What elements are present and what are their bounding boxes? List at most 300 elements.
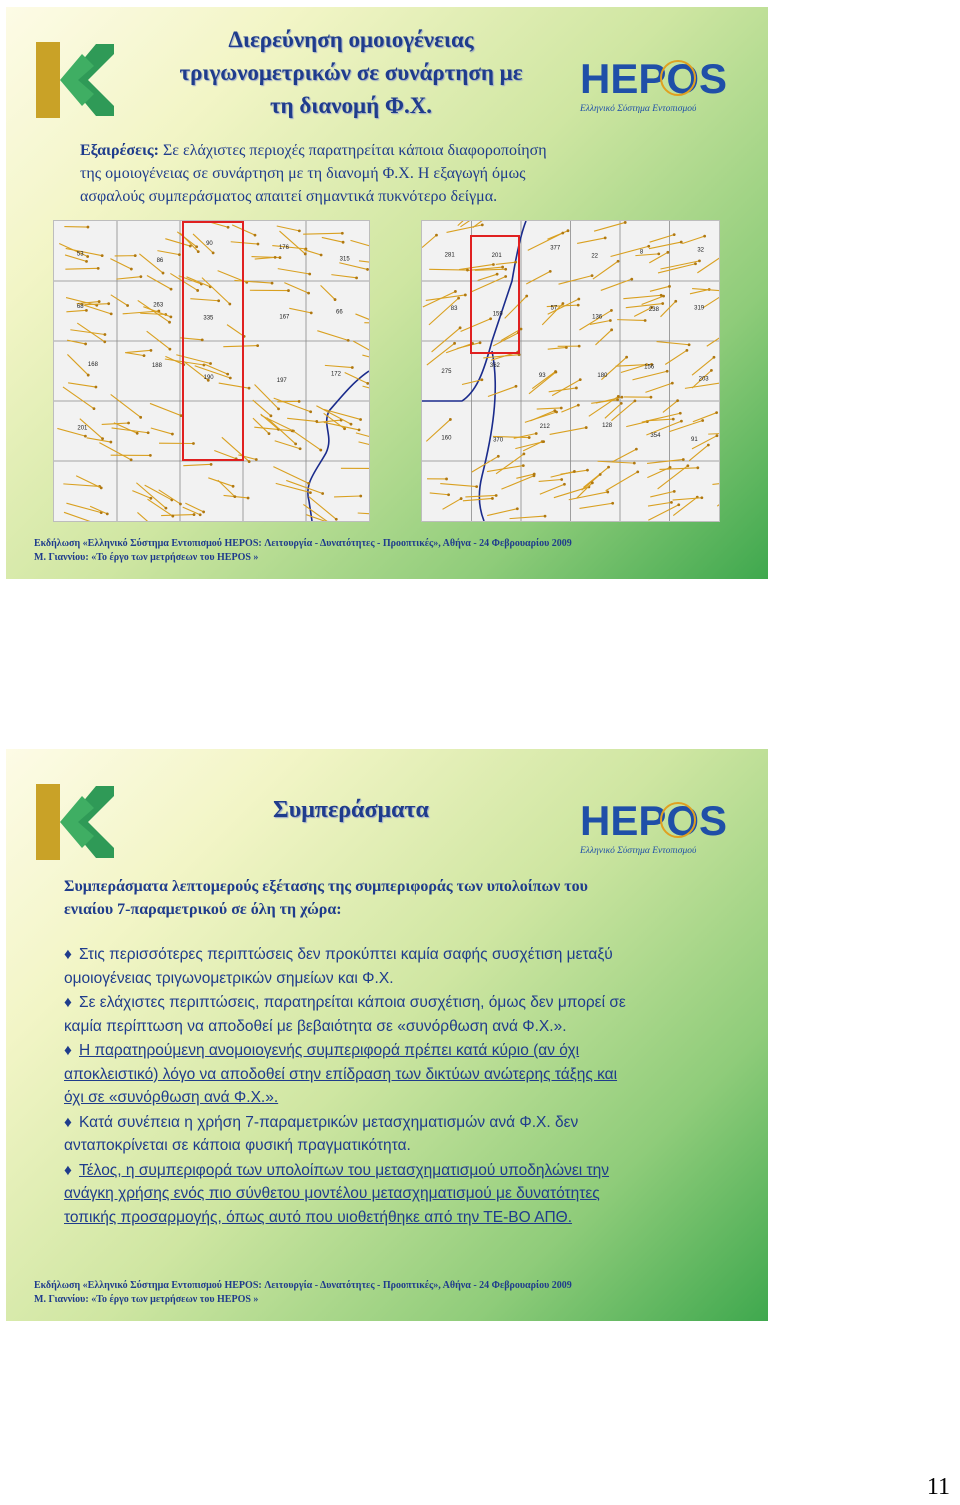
residual-point — [343, 427, 346, 430]
residual-vector — [496, 262, 516, 264]
page-number: 11 — [926, 1474, 950, 1500]
residual-point — [195, 245, 198, 248]
residual-point — [229, 377, 232, 380]
residual-point — [715, 411, 718, 414]
residual-point — [149, 497, 152, 500]
residual-point — [248, 387, 251, 390]
point-label: 91 — [691, 436, 698, 443]
residual-vector — [161, 515, 194, 516]
residual-point — [609, 319, 612, 322]
residual-point — [713, 356, 716, 359]
intro-line: ασφαλούς συμπεράσματος απαιτεί σημαντικά πυκνότερο δείγμα. — [80, 188, 498, 205]
residual-point — [87, 226, 90, 229]
residual-point — [274, 256, 277, 259]
residual-vector — [612, 449, 636, 462]
residual-point — [535, 432, 538, 435]
residual-point — [464, 294, 467, 297]
residual-vector — [617, 320, 645, 321]
residual-map-left — [53, 220, 370, 522]
residual-point — [270, 414, 273, 417]
conclusion-line: ♦ Σε ελάχιστες περιπτώσεις, παρατηρείται κάποια συσχέτιση, όμως δεν μπορεί σε — [64, 991, 704, 1015]
residual-point — [460, 497, 463, 500]
residual-point — [255, 458, 258, 461]
residual-vector — [150, 403, 181, 415]
conclusion-line: ανάγκη χρήσης ενός πιο σύνθετου μοντέλου μετασχηματισμού με δυνατότητες — [64, 1185, 600, 1202]
slide-2 — [6, 749, 768, 1321]
residual-vector — [176, 355, 210, 364]
residual-point — [565, 346, 568, 349]
residual-point — [662, 295, 665, 298]
residual-point — [591, 274, 594, 277]
point-label: 66 — [336, 309, 343, 316]
residual-vector — [356, 433, 370, 442]
residual-point — [688, 343, 691, 346]
residual-point — [107, 302, 110, 305]
residual-vector — [650, 286, 670, 291]
residual-point — [673, 233, 676, 236]
residual-point — [101, 437, 104, 440]
point-label: 201 — [491, 253, 502, 260]
residual-point — [85, 309, 88, 312]
residual-point — [309, 410, 312, 413]
point-label: 32 — [697, 247, 705, 254]
residual-point — [201, 338, 204, 341]
residual-vector — [353, 341, 370, 353]
residual-vector — [126, 350, 151, 352]
residual-vector — [238, 455, 256, 460]
residual-vector — [549, 388, 577, 392]
conclusion-line: τοπικής προσαρμογής, όπως αυτό που υιοθετήθηκε από την ΤΕ-ΒΟ ΑΠΘ. — [64, 1208, 573, 1226]
residual-vector — [717, 482, 720, 506]
residual-point — [591, 481, 594, 484]
residual-point — [366, 382, 369, 385]
residual-vector — [463, 498, 493, 500]
residual-vector — [623, 295, 661, 298]
conclusion-line: ανταποκρίνεται σε κάποια φυσική πραγματικότητα. — [64, 1137, 411, 1154]
residual-point — [625, 356, 628, 359]
residual-point — [287, 289, 290, 292]
conclusion-line: καμία περίπτωση να αποδοθεί με βεβαιότητα σε «συνόρθωση ανά Φ.Χ.». — [64, 1017, 567, 1035]
residual-point — [197, 250, 200, 253]
residual-vector — [289, 308, 311, 313]
residual-point — [514, 261, 517, 264]
residual-point — [560, 407, 563, 410]
residual-vector — [63, 387, 94, 409]
diamond-bullet-icon: ♦ — [64, 994, 72, 1011]
residual-vector — [261, 414, 279, 429]
title-line: τη διανομή Φ.Χ. — [269, 93, 433, 118]
residual-point — [676, 399, 679, 402]
residual-vector — [359, 261, 370, 266]
slide-1-title — [136, 23, 566, 122]
residual-vector — [183, 507, 200, 515]
residual-vector — [322, 237, 343, 242]
residual-vector — [324, 422, 359, 430]
residual-vector — [496, 454, 524, 474]
heros-logo-icon — [578, 51, 748, 115]
residual-vector — [165, 356, 183, 364]
point-label: 172 — [330, 371, 341, 378]
residual-vector — [648, 505, 678, 520]
residual-vector — [116, 277, 141, 279]
residual-point — [563, 483, 566, 486]
residual-point — [515, 385, 518, 388]
point-label: 90 — [206, 241, 213, 248]
residual-point — [257, 243, 260, 246]
conclusion-line: ♦ Κατά συνέπεια η χρήση 7-παραμετρικών μετασχηματισμών ανά Φ.Χ. δεν — [64, 1111, 704, 1135]
conclusion-item — [64, 1039, 704, 1110]
point-label: 362 — [489, 362, 500, 369]
residual-point — [617, 260, 620, 263]
residual-point — [335, 518, 338, 521]
residual-point — [149, 454, 152, 457]
residual-vector — [493, 333, 518, 346]
residual-point — [196, 289, 199, 292]
residual-vector — [147, 276, 171, 290]
footer-event: Εκδήλωση «Ελληνικό Σύστημα Εντοπισμού HEPOS: Λειτουργία - Δυνατότητες - Προοπτικές», Αθήνα - 24 Φεβρουαρίου 2009 — [34, 1280, 572, 1291]
residual-point — [350, 423, 353, 426]
residual-vector — [321, 285, 335, 299]
residual-point — [578, 345, 581, 348]
residual-point — [308, 273, 311, 276]
residual-point — [248, 460, 251, 463]
residual-vector — [650, 235, 675, 243]
residual-point — [666, 251, 669, 254]
residual-vector — [478, 274, 498, 280]
residual-point — [544, 515, 547, 518]
residual-vector — [561, 405, 578, 412]
residual-vector — [657, 342, 690, 345]
residual-point — [624, 221, 627, 224]
residual-point — [309, 491, 312, 494]
residual-point — [668, 285, 671, 288]
residual-point — [147, 431, 150, 434]
residual-point — [227, 226, 230, 229]
residual-point — [209, 362, 212, 365]
residual-point — [585, 426, 588, 429]
point-label: 160 — [441, 435, 452, 442]
residual-vector — [693, 413, 717, 422]
residual-point — [661, 302, 664, 305]
residual-vector — [317, 331, 348, 341]
diamond-bullet-icon: ♦ — [64, 946, 72, 963]
residual-vector — [487, 509, 517, 516]
residual-point — [466, 269, 469, 272]
intro-line: ενιαίου 7-παραμετρικού σε όλη τη χώρα: — [64, 901, 342, 918]
residual-vector — [525, 412, 557, 422]
residual-vector — [446, 343, 472, 352]
residual-vector — [125, 353, 144, 356]
point-label: 176 — [278, 245, 289, 252]
residual-vector — [278, 269, 310, 274]
residual-vector — [111, 295, 128, 306]
residual-vector — [334, 496, 361, 497]
residual-vector — [595, 330, 611, 345]
residual-point — [670, 501, 673, 504]
residual-vector — [427, 343, 455, 365]
residual-vector — [590, 320, 611, 324]
residual-vector — [429, 269, 467, 270]
residual-vector — [559, 276, 593, 285]
residual-vector — [647, 459, 683, 463]
residual-point — [321, 492, 324, 495]
residual-vector — [287, 418, 317, 421]
point-label: 156 — [644, 364, 655, 371]
residual-vector — [87, 438, 111, 442]
residual-point — [669, 466, 672, 469]
residual-point — [497, 455, 500, 458]
residual-point — [320, 254, 323, 257]
diamond-bullet-icon: ♦ — [64, 1113, 72, 1131]
coastline — [308, 371, 369, 521]
residual-vector — [593, 261, 618, 279]
residual-point — [95, 386, 98, 389]
residual-point — [553, 409, 556, 412]
residual-vector — [64, 227, 88, 228]
residual-point — [104, 333, 107, 336]
residual-vector — [325, 365, 352, 367]
conclusion-line: όχι σε «συνόρθωση ανά Φ.Χ.». — [64, 1089, 279, 1106]
residual-vector — [692, 357, 714, 375]
conclusion-item — [64, 991, 704, 1038]
residual-point — [679, 412, 682, 415]
point-label: 275 — [441, 369, 452, 376]
residual-vector — [569, 492, 608, 500]
residual-point — [97, 267, 100, 270]
residual-point — [254, 234, 257, 237]
residual-vector — [303, 504, 330, 522]
residual-vector — [111, 394, 141, 417]
residual-point — [162, 272, 165, 275]
residual-point — [256, 344, 259, 347]
residual-point — [179, 503, 182, 506]
residual-vector — [487, 466, 523, 472]
residual-vector — [147, 499, 172, 516]
residual-vector — [331, 275, 356, 278]
residual-point — [504, 275, 507, 278]
residual-point — [496, 273, 499, 276]
intro-line: Εξαιρέσεις: Σε ελάχιστες περιοχές παρατηρείται κάποια διαφοροποίηση — [80, 142, 547, 159]
slide-2-footer — [34, 1279, 572, 1307]
residual-vector — [316, 420, 341, 422]
residual-vector — [223, 346, 257, 347]
residual-vector — [183, 464, 211, 465]
residual-point — [525, 295, 528, 298]
conclusion-line: ♦ Τέλος, η συμπεριφορά των υπολοίπων του μετασχηματισμού υποδηλώνει την — [64, 1159, 704, 1183]
residual-vector — [606, 472, 638, 491]
residual-point — [620, 402, 623, 405]
residual-vector — [703, 294, 720, 307]
residual-vector — [707, 327, 720, 346]
residual-vector — [510, 516, 546, 519]
residual-point — [445, 478, 448, 481]
residual-vector — [649, 242, 681, 249]
point-label: 315 — [339, 256, 350, 263]
residual-point — [560, 478, 563, 481]
residual-point — [481, 223, 484, 226]
k-logo-icon — [36, 782, 116, 862]
residual-point — [492, 263, 495, 266]
point-label: 212 — [539, 423, 550, 430]
residual-point — [315, 420, 318, 423]
residual-vector — [190, 299, 218, 301]
residual-point — [199, 513, 202, 516]
residual-point — [87, 374, 90, 377]
conclusions-list — [64, 943, 704, 1230]
residual-vector — [85, 304, 109, 305]
residual-point — [673, 490, 676, 493]
residual-vector — [598, 461, 635, 463]
residual-point — [599, 473, 602, 476]
residual-vector — [589, 396, 619, 416]
residual-point — [561, 302, 564, 305]
residual-point — [327, 521, 330, 522]
conclusion-line: ομοιογένειας τριγωνομετρικών σημείων και Φ.Χ. — [64, 969, 394, 987]
residual-point — [501, 266, 504, 269]
residual-point — [454, 290, 457, 293]
residual-vector — [159, 490, 181, 504]
residual-vector — [65, 268, 98, 269]
residual-vector — [309, 497, 337, 520]
residual-point — [334, 298, 337, 301]
residual-point — [109, 441, 112, 444]
residual-vector — [465, 495, 496, 496]
residual-vector — [650, 491, 674, 497]
residual-point — [479, 341, 482, 344]
residual-point — [716, 434, 719, 437]
slide-2-title: Συμπεράσματα — [273, 797, 429, 823]
residual-vector — [422, 235, 436, 247]
conclusion-line: ♦ Στις περισσότερες περιπτώσεις δεν προκύπτει καμία σαφής συσχέτιση μεταξύ — [64, 943, 704, 967]
residual-point — [84, 343, 87, 346]
residual-point — [294, 443, 297, 446]
residual-point — [579, 378, 582, 381]
residual-vector — [579, 503, 612, 508]
conclusion-item — [64, 1159, 704, 1230]
residual-vector — [99, 443, 131, 460]
residual-point — [611, 502, 614, 505]
residual-point — [694, 262, 697, 265]
residual-point — [106, 512, 109, 515]
residual-vector — [362, 355, 370, 362]
residual-point — [435, 234, 438, 237]
residual-point — [168, 321, 171, 324]
residual-point — [489, 317, 492, 320]
residual-point — [366, 268, 369, 271]
residual-vector — [218, 480, 235, 497]
residual-point — [101, 254, 104, 257]
residual-point — [143, 354, 146, 357]
residual-point — [347, 339, 350, 342]
point-label: 136 — [592, 314, 603, 321]
residual-point — [542, 440, 545, 443]
residual-point — [621, 396, 624, 399]
point-label: 263 — [153, 302, 164, 309]
residual-point — [677, 503, 680, 506]
point-label: 22 — [591, 253, 599, 260]
residual-vector — [663, 401, 678, 413]
slide-2-intro — [64, 875, 704, 921]
residual-point — [666, 370, 669, 373]
residual-point — [703, 235, 706, 238]
residual-vector — [550, 428, 587, 435]
residual-vector — [66, 310, 86, 311]
residual-point — [103, 340, 106, 343]
residual-point — [130, 458, 133, 461]
residual-vector — [231, 242, 258, 244]
residual-vector — [157, 251, 179, 255]
residual-point — [707, 444, 710, 447]
residual-point — [504, 268, 507, 271]
residual-vector — [137, 512, 158, 522]
residual-point — [610, 309, 613, 312]
residual-point — [696, 466, 699, 469]
residual-point — [650, 396, 653, 399]
residual-vector — [697, 253, 720, 273]
residual-point — [459, 326, 462, 329]
residual-point — [307, 292, 310, 295]
residual-point — [232, 485, 235, 488]
point-label: 57 — [550, 305, 558, 312]
residual-point — [520, 328, 523, 331]
residual-point — [358, 429, 361, 432]
residual-point — [171, 433, 174, 436]
intro-line: Συμπεράσματα λεπτομερούς εξέτασης της συμπεριφοράς των υπολοίπων του — [64, 878, 588, 895]
point-label: 201 — [77, 425, 88, 432]
point-label: 86 — [156, 257, 164, 264]
residual-vector — [505, 296, 527, 318]
residual-point — [672, 418, 675, 421]
residual-vector — [339, 263, 367, 270]
residual-vector — [255, 257, 275, 259]
residual-vector — [447, 225, 483, 233]
point-label: 377 — [550, 245, 561, 252]
residual-point — [481, 378, 484, 381]
residual-point — [189, 245, 192, 248]
residual-point — [634, 399, 637, 402]
residual-vector — [669, 420, 702, 431]
residual-point — [171, 515, 174, 518]
residual-point — [533, 474, 536, 477]
residual-point — [359, 418, 362, 421]
residual-vector — [673, 498, 702, 500]
residual-point — [247, 497, 250, 500]
point-label: 281 — [444, 252, 455, 259]
residual-vector — [110, 259, 131, 269]
residual-point — [549, 270, 552, 273]
residual-vector — [605, 403, 621, 418]
residual-point — [202, 511, 205, 514]
residual-point — [212, 251, 215, 254]
residual-point — [710, 369, 713, 372]
residual-point — [610, 328, 613, 331]
residual-point — [636, 471, 639, 474]
residual-point — [522, 452, 525, 455]
residual-point — [606, 491, 609, 494]
heros-logo-icon — [578, 793, 748, 857]
residual-point — [192, 442, 195, 445]
point-label: 188 — [151, 362, 162, 369]
residual-vector — [659, 468, 697, 470]
residual-point — [630, 278, 633, 281]
residual-vector — [665, 350, 687, 364]
residual-vector — [293, 431, 320, 450]
residual-point — [93, 407, 96, 410]
heros-logo-text: HEPOS — [580, 55, 728, 102]
residual-point — [528, 436, 531, 439]
residual-vector — [253, 418, 269, 433]
residual-point — [169, 348, 172, 351]
